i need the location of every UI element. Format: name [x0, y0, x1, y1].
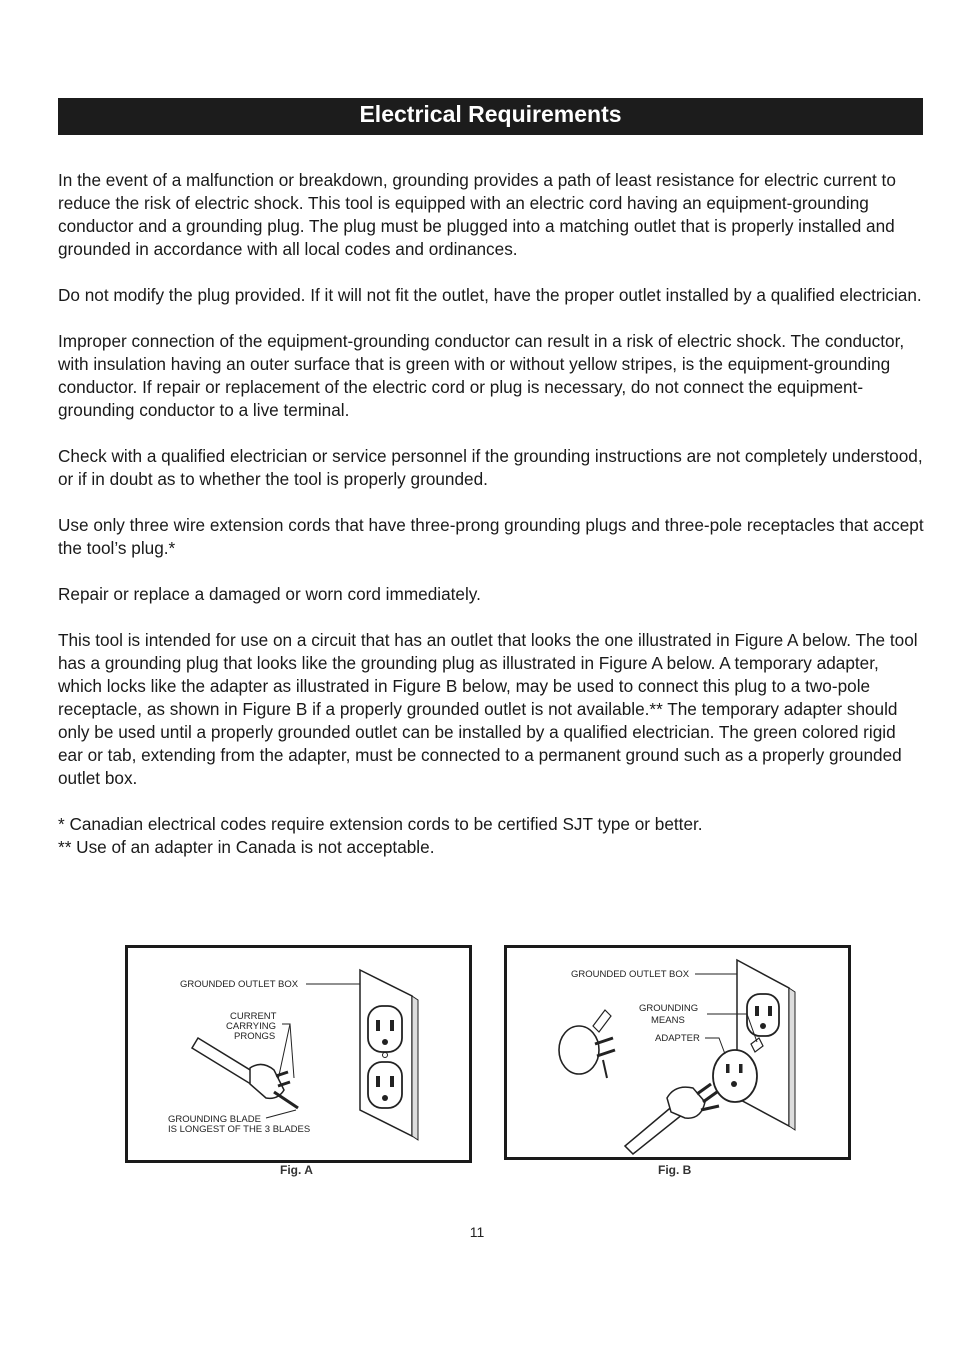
figure-a-illustration: [128, 948, 469, 1160]
outlet-socket-top: [368, 1006, 402, 1052]
plug-body: [250, 1064, 284, 1098]
outlet-slot: [755, 1006, 759, 1016]
paragraph-check-electrician: Check with a qualified electrician or service personnel if the grounding instructions are not completely understood, or if in doubt as to whether the tool is properly grounded.: [58, 446, 923, 489]
outlet-slot: [768, 1006, 772, 1016]
label-grounded-outlet-box: GROUNDED OUTLET BOX: [180, 979, 299, 990]
outlet-slot: [376, 1020, 380, 1031]
wall-plate: [737, 960, 789, 1126]
outlet-slot: [376, 1076, 380, 1087]
adapter-body: [713, 1050, 757, 1102]
body-text: [58, 169, 924, 859]
adapter-slot: [739, 1064, 743, 1073]
label-prongs-line3: PRONGS: [234, 1031, 276, 1042]
paragraph-repair-cord: Repair or replace a damaged or worn cord immediately.: [58, 584, 481, 604]
footnote-adapter-canada: ** Use of an adapter in Canada is not acceptable.: [58, 837, 435, 857]
paragraph-do-not-modify: Do not modify the plug provided. If it will not fit the outlet, have the proper outlet installed by a qualified electrician.: [58, 285, 922, 305]
adapter-slot: [726, 1064, 730, 1073]
label-adapter: ADAPTER: [655, 1033, 700, 1044]
leader-line: [278, 1024, 290, 1080]
leader-line: [266, 1110, 296, 1118]
outlet-socket-top: [747, 994, 779, 1036]
label-prongs-line1: CURRENT: [230, 1011, 277, 1022]
paragraph-outlet-adapter: This tool is intended for use on a circuit that has an outlet that looks the one illustrated in Figure A below. The tool has a grounding plug that looks like the grounding plug as illustrated in Figure A below. A temporary adapter, which locks like the adapter as illustrated in Figure B below, may be used to connect this plug to a two-pole receptacle, as shown in Figure B if a properly grounded outlet is not available.** The temporary adapter should only be used until a properly grounded outlet can be installed by a qualified electrician. The green colored rigid ear or tab, extending from the adapter, must be connected to a permanent ground such as a properly grounded outlet box.: [58, 630, 918, 788]
plug-prong: [703, 1092, 717, 1102]
label-grounding-blade-line1: GROUNDING BLADE: [168, 1114, 261, 1125]
loose-adapter-tab: [593, 1010, 611, 1032]
loose-adapter: [559, 1026, 599, 1074]
adapter-ground-hole: [731, 1081, 737, 1087]
paragraph-grounding-intro: In the event of a malfunction or breakdown, grounding provides a path of least resistance for electric current to reduce the risk of electric shock. This tool is equipped with an electric cord having an equipment-grounding conductor and a grounding plug. The plug must be plugged into a matching outlet that is properly installed and grounded in accordance with all local codes and ordinances.: [58, 170, 896, 259]
outlet-ground-hole: [760, 1023, 766, 1029]
label-grounding-means-line1: GROUNDING: [639, 1003, 699, 1014]
wall-plate-edge: [789, 988, 795, 1130]
footnote-canadian-codes: * Canadian electrical codes require extension cords to be certified SJT type or better.: [58, 814, 703, 834]
outlet-slot: [390, 1020, 394, 1031]
page-number: 11: [469, 1224, 485, 1240]
footnotes: [58, 813, 924, 859]
figure-b-illustration: [507, 948, 848, 1157]
figure-a-caption: Fig. A: [280, 1163, 313, 1177]
plug-ground-blade: [274, 1092, 298, 1108]
paragraph-improper-connection: Improper connection of the equipment-grounding conductor can result in a risk of electric shock. The conductor, with insulation having an outer surface that is green with or without yellow stripes, is the equipment-grounding conductor. If repair or replacement of the electric cord or plug is necessary, do not connect the equipment-grounding conductor to a live terminal.: [58, 331, 905, 420]
paragraph-extension-cords: Use only three wire extension cords that have three-prong grounding plugs and three-pole receptacles that accept the tool’s plug.*: [58, 515, 924, 558]
label-grounded-outlet-box: GROUNDED OUTLET BOX: [571, 969, 690, 980]
plug-prong: [697, 1084, 711, 1094]
outlet-slot: [390, 1076, 394, 1087]
label-grounding-means-line2: MEANS: [651, 1015, 685, 1026]
wall-plate-edge: [412, 996, 418, 1140]
loose-adapter-lead: [603, 1060, 607, 1078]
label-prongs-line2: CARRYING: [226, 1021, 276, 1032]
leader-line: [705, 1038, 725, 1054]
figure-b: [504, 945, 851, 1160]
plug-prong: [276, 1072, 288, 1076]
leader-line: [290, 1024, 294, 1078]
outlet-ground-hole: [382, 1095, 388, 1101]
outlet-ground-hole: [382, 1039, 388, 1045]
figure-b-caption: Fig. B: [658, 1163, 692, 1177]
figure-a: [125, 945, 472, 1163]
label-grounding-blade-line2: IS LONGEST OF THE 3 BLADES: [168, 1124, 311, 1135]
page-title: Electrical Requirements: [58, 98, 923, 135]
outlet-socket-bottom: [368, 1062, 402, 1108]
